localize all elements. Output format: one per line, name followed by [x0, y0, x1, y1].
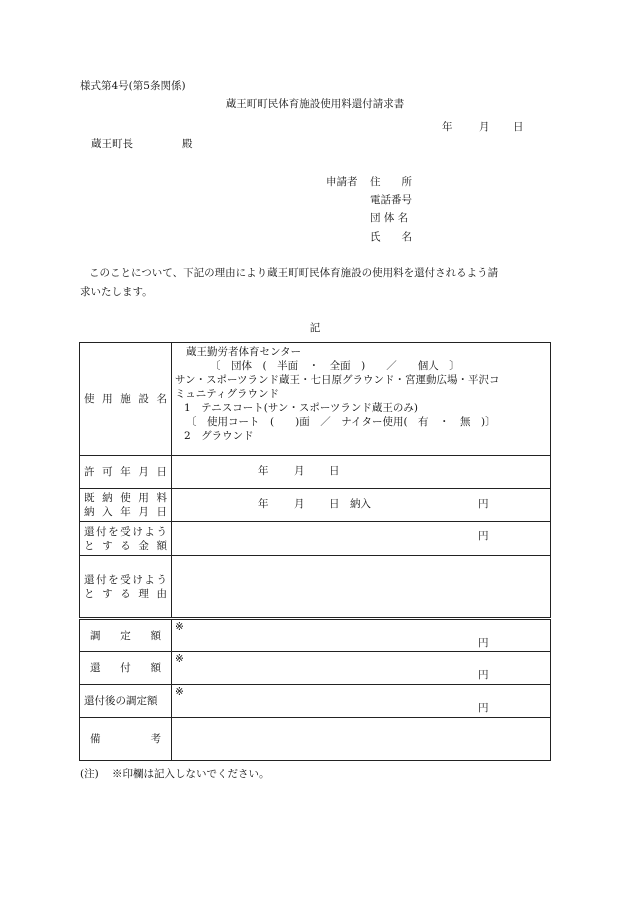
refund-amount-label-char: 付 [96, 525, 107, 538]
refund-reason-label-1 [84, 573, 167, 587]
paid-date-label-char: 納 [84, 506, 95, 518]
refund-amount-label-cell [80, 522, 172, 556]
note-text: ※印欄は記入しないでください。 [112, 768, 270, 780]
refund-reason-label-cell [80, 556, 172, 619]
refund-reason-label-char: 還 [84, 573, 95, 586]
assessed-yen-unit: 円 [478, 637, 489, 649]
refund-amount-label-char: る [120, 539, 131, 552]
post-refund-yen-unit: 円 [478, 702, 489, 714]
post-refund-label: 還付後の調定額 [84, 695, 158, 707]
amount-yen-unit: 円 [478, 530, 489, 542]
facility-gym: 蔵王勤労者体育センター [186, 346, 302, 358]
facility-label-char: 名 [156, 393, 167, 405]
facility-outdoor-list: サン・スポーツランド蔵王・七日原グラウンド・宮運動広場・平沢コ [175, 374, 500, 386]
refund-reason-label-char: 受 [120, 573, 131, 586]
post-refund-value-cell [172, 685, 551, 718]
body-text-line-2: 求いたします。 [80, 286, 153, 298]
refund-reason-label-char: 理 [138, 587, 149, 600]
remarks-label-cell [80, 718, 172, 761]
refund-stamp-mark: ※ [175, 653, 184, 665]
facility-label-cell [80, 343, 172, 456]
refund-amount-label-char: す [102, 539, 113, 552]
facility-label-char: 使 [84, 393, 95, 405]
paid-fee-label-char: 用 [138, 492, 149, 504]
document-title: 蔵王町町民体育施設使用料還付請求書 [225, 98, 405, 110]
refund-reason-label-char: す [102, 587, 113, 600]
form-number: 様式第4号(第5条関係) [80, 80, 186, 92]
paid-fee-row [80, 489, 551, 522]
assessed-amount-row [80, 619, 551, 652]
refund-reason-row [80, 556, 551, 619]
refund-value-cell [172, 652, 551, 685]
refund-reason-label-char: る [120, 587, 131, 600]
refund-amount-label-char: け [132, 525, 143, 538]
assessed-value-cell [172, 619, 551, 652]
paid-fee-label-char: 使 [120, 492, 131, 504]
facility-tennis-options: 〔 使用コート ( )面 ／ ナイター使用( 有 ・ 無 )〕 [186, 416, 496, 428]
permit-year-label: 年 [258, 465, 269, 477]
paid-month-label: 月 [294, 498, 305, 510]
paid-date-label-char: 月 [138, 506, 149, 518]
year-label: 年 [442, 121, 453, 133]
refund-reason-label-char: と [84, 587, 95, 600]
permit-date-label-char: 月 [138, 466, 149, 478]
applicant-heading: 申請者 [326, 176, 358, 188]
paid-yen-unit: 円 [478, 498, 489, 510]
remarks-label-char: 考 [150, 733, 161, 745]
request-table [79, 342, 551, 761]
assessed-label-char: 調 [90, 629, 101, 642]
permit-month-label: 月 [294, 465, 305, 477]
assessed-label [84, 629, 167, 643]
remarks-label [84, 732, 167, 746]
refund-row [80, 652, 551, 685]
refund-label-char: 額 [150, 662, 161, 674]
assessed-stamp-mark: ※ [175, 621, 184, 633]
post-refund-stamp-mark: ※ [175, 686, 184, 698]
refund-label-cell [80, 652, 172, 685]
post-refund-row [80, 685, 551, 718]
permit-date-label-char: 許 [84, 466, 95, 478]
facility-row [80, 343, 551, 456]
paid-suffix: 納入 [350, 498, 371, 510]
applicant-address-label: 住 所 [370, 176, 412, 188]
assessed-label-char: 定 [120, 629, 131, 642]
refund-amount-label-char: 額 [156, 539, 167, 552]
addressee-name: 蔵王町長 [91, 138, 133, 150]
remarks-row [80, 718, 551, 761]
refund-amount-label-char: う [156, 525, 167, 538]
paid-fee-label-char: 既 [84, 492, 95, 504]
refund-reason-label-char: 由 [156, 587, 167, 600]
applicant-name-label: 氏 名 [370, 231, 412, 243]
refund-amount-label-char: 金 [138, 539, 149, 552]
addressee-honorific: 殿 [182, 138, 193, 150]
permit-date-label-char: 年 [120, 466, 131, 478]
assessed-label-char: 額 [150, 629, 161, 642]
refund-label-char: 還 [90, 662, 101, 674]
paid-fee-value-cell [172, 489, 551, 522]
paid-fee-label-cell [80, 489, 172, 522]
paid-date-label-char: 入 [102, 506, 113, 518]
facility-label-char: 設 [138, 393, 149, 405]
paid-day-label: 日 [329, 498, 340, 510]
facility-options-cell [172, 343, 551, 456]
facility-label-char: 施 [120, 393, 131, 405]
facility-label [84, 392, 167, 406]
refund-amount-value-cell [172, 522, 551, 556]
permit-date-value-cell [172, 456, 551, 489]
refund-amount-label-char: よ [144, 525, 155, 538]
post-refund-label-cell [80, 685, 172, 718]
facility-label-char: 用 [102, 393, 113, 405]
applicant-phone-label: 電話番号 [370, 194, 412, 206]
permit-date-label-char: 可 [102, 466, 113, 478]
refund-reason-label-char: け [132, 573, 143, 586]
note-prefix: (注) [80, 768, 99, 780]
day-label: 日 [513, 121, 524, 133]
facility-tennis: 1 テニスコート(サン・スポーツランド蔵王のみ) [184, 402, 419, 414]
refund-reason-label-char: 付 [96, 573, 107, 586]
permit-date-row [80, 456, 551, 489]
paid-fee-label-char: 料 [156, 492, 167, 504]
paid-date-label-char: 年 [120, 506, 131, 518]
refund-reason-label-char: よ [144, 573, 155, 586]
paid-fee-label [84, 491, 167, 505]
refund-amount-row [80, 522, 551, 556]
permit-date-label-char: 日 [156, 466, 167, 478]
facility-outdoor-list-cont: ミュニティグラウンド [175, 388, 279, 400]
permit-date-label [84, 465, 167, 479]
applicant-group-label: 団 体 名 [370, 212, 409, 224]
refund-label [84, 661, 167, 675]
paid-date-label [84, 505, 167, 519]
refund-yen-unit: 円 [478, 669, 489, 681]
refund-amount-label-char: 受 [120, 525, 131, 538]
paid-fee-label-char: 納 [102, 492, 113, 504]
paid-year-label: 年 [258, 498, 269, 510]
remarks-value-cell [172, 718, 551, 761]
assessed-label-cell [80, 619, 172, 652]
refund-amount-label-char: 還 [84, 525, 95, 538]
permit-day-label: 日 [329, 465, 340, 477]
refund-reason-label-2 [84, 587, 167, 601]
remarks-label-char: 備 [90, 733, 101, 745]
refund-amount-label-2 [84, 539, 167, 553]
permit-date-label-cell [80, 456, 172, 489]
month-label: 月 [479, 121, 490, 133]
refund-label-char: 付 [120, 662, 131, 674]
refund-amount-label-char: を [108, 525, 119, 538]
refund-amount-label-char: と [84, 539, 95, 552]
ki-heading: 記 [309, 322, 321, 334]
refund-reason-label-char: を [108, 573, 119, 586]
facility-gym-options: 〔 団体 ( 半面 ・ 全面 ) ／ 個人 〕 [210, 360, 460, 372]
refund-amount-label-1 [84, 525, 167, 539]
refund-reason-label-char: う [156, 573, 167, 586]
refund-reason-value-cell [172, 556, 551, 619]
facility-ground: 2 グラウンド [184, 430, 254, 442]
body-text-line-1: このことについて、下記の理由により蔵王町町民体育施設の使用料を還付されるよう請 [89, 267, 499, 279]
paid-date-label-char: 日 [156, 506, 167, 518]
